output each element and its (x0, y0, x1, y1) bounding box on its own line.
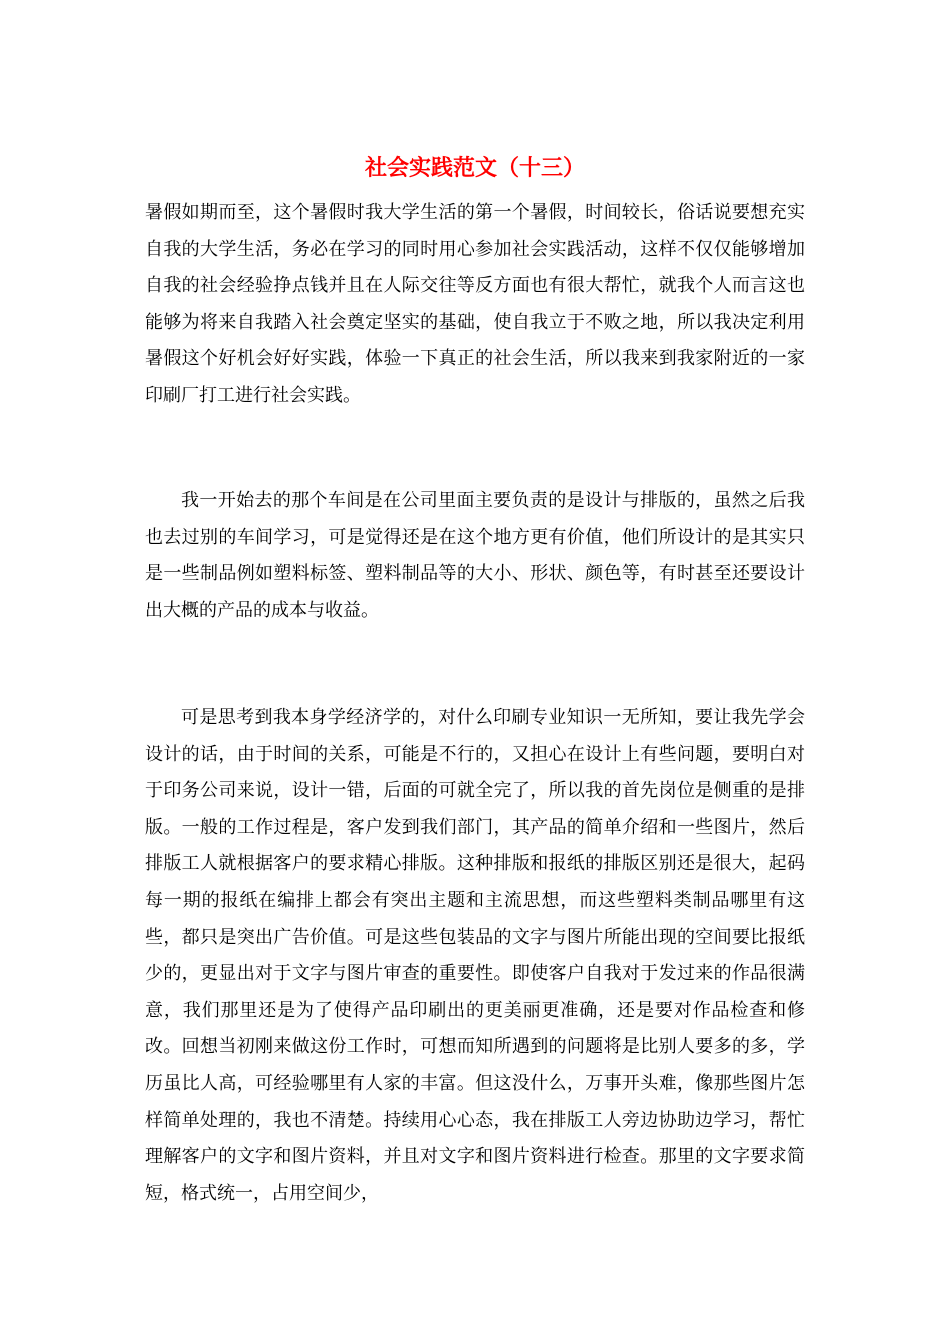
paragraph-2: 我一开始去的那个车间是在公司里面主要负责的是设计与排版的，虽然之后我也去过别的车间学习，可是觉得还是在这个地方更有价值，他们所设计的是其实只是一些制品例如塑料标签、塑料制品等的大小、形状、颜色等，有时甚至还要设计出大概的产品的成本与收益。 (145, 490, 805, 621)
paragraph-3: 可是思考到我本身学经济学的，对什么印刷专业知识一无所知，要让我先学会设计的话，由于时间的关系，可能是不行的，又担心在设计上有些问题，要明白对于印务公司来说，设计一错，后面的可就全完了，所以我的首先岗位是侧重的是排版。一般的工作过程是，客户发到我们部门，其产品的简单介绍和一些图片，然后排版工人就根据客户的要求精心排版。这种排版和报纸的排版区别还是很大，起码每一期的报纸在编排上都会有突出主题和主流思想，而这些塑料类制品哪里有这些，都只是突出广告价值。可是这些包装品的文字与图片所能出现的空间要比报纸少的，更显出对于文字与图片审查的重要性。即使客户自我对于发过来的作品很满意，我们那里还是为了使得产品印刷出的更美丽更准确，还是要对作品检查和修改。回想当初刚来做这份工作时，可想而知所遇到的问题将是比别人要多的多，学历虽比人高，可经验哪里有人家的丰富。但这没什么，万事开头难，像那些图片怎样简单处理的，我也不清楚。持续用心心态，我在排版工人旁边协助边学习，帮忙理解客户的文字和图片资料，并且对文字和图片资料进行检查。那里的文字要求简短，格式统一，占用空间少， (145, 707, 805, 1204)
document-title: 社会实践范文（十三） (364, 155, 585, 181)
paragraph-1: 暑假如期而至，这个暑假时我大学生活的第一个暑假，时间较长，俗话说要想充实自我的大学生活，务必在学习的同时用心参加社会实践活动，这样不仅仅能够增加自我的社会经验挣点钱并且在人际交往等反方面也有很大帮忙，就我个人而言这也能够为将来自我踏入社会奠定坚实的基础，使自我立于不败之地，所以我决定利用暑假这个好机会好好实践，体验一下真正的社会生活，所以我来到我家附近的一家印刷厂打工进行社会实践。 (145, 202, 805, 406)
